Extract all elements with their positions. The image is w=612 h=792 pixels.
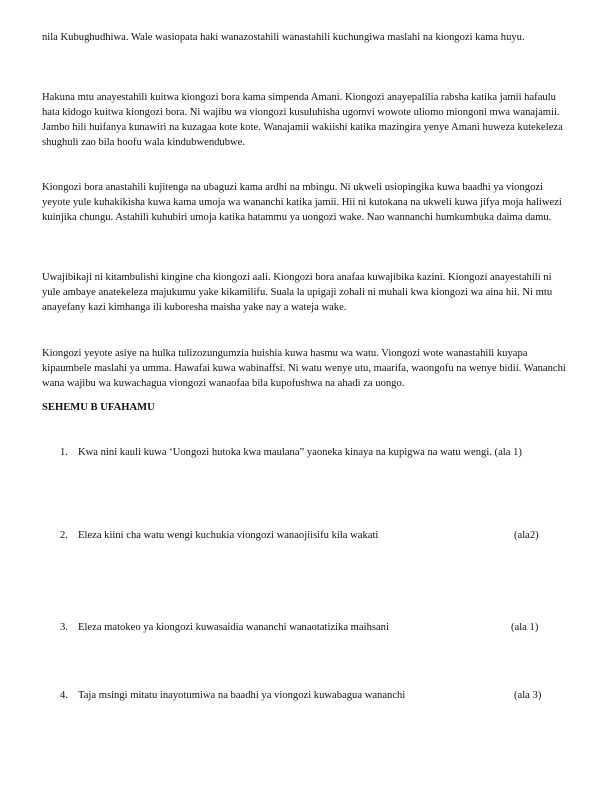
question-marks: (ala2) (514, 530, 539, 541)
question-text: Taja msingi mitatu inayotumiwa na baadhi ya viongozi kuwabagua wananchi (78, 690, 406, 701)
paragraph-1: nila Kubughudhiwa. Wale wasiopata haki wanazostahili wanastahili kuchungiwa maslahi na kiongozi kama huyu. (42, 32, 525, 43)
section-heading: SEHEMU B UFAHAMU (42, 402, 155, 413)
paragraph-3: Kiongozi bora anastahili kujitenga na ubaguzi kama ardhi na mbingu. Ni ukweli usiopingika kuwa baadhi ya viongozi yeyote yule kuhakikisha kuwa kama umoja wa wananchi katika jamii. Hii ni kutokana na ukweli kuwa jifya moja haliwezi kuinjika chungu. Astahili kuhubiri umoja katika hatammu ya uongozi wake. Nao wannanchi humkumbuka daima damu. (42, 182, 562, 223)
paragraph-2: Hakuna mtu anayestahili kuitwa kiongozi bora kama simpenda Amani. Kiongozi anayepalilia rabsha katika jamii hafaulu hata kidogo kuitwa kiongozi bora. Ni wajibu wa viongozi kusuluhisha ugomvi wowote uliomo miongoni mwa wanajamii. Jambo hili huifanya kunawiri na kuzagaa kote kote. Wanajamii wakiishi katika mazingira yenye Amani huweza kutekeleza shughuli zao bila hoofu wala kindubwendubwe. (42, 92, 563, 148)
question-number: 3. (60, 622, 68, 633)
question-number: 2. (60, 530, 68, 541)
question-text: Eleza kiini cha watu wengi kuchukia viongozi wanaojiisifu kila wakati (78, 530, 379, 541)
question-number: 1. (60, 447, 68, 458)
question-text: Eleza matokeo ya kiongozi kuwasaidia wananchi wanaotatizika maihsani (78, 622, 389, 633)
paragraph-4: Uwajibikaji ni kitambulishi kingine cha kiongozi aali. Kiongozi bora anafaa kuwajibika kazini. Kiongozi anayestahili ni yule ambaye anatekeleza majukumu yake kikamilifu. Suala la upigaji zohali ni muhali kwa kiongozi wa aina hii. Ni mtu anayefany kazi kimhanga ili kuboresha maisha yake nay a wateja wake. (42, 272, 553, 313)
paragraph-5: Kiongozi yeyote asiye na hulka tulizozungumzia huishia kuwa hasmu wa watu. Viongozi wote wanastahili kuyapa kipaumbele maslahi ya umma. Hawafai kuwa wabinaffsi. Ni watu wenye utu, maarifa, waongofu na wenye bidii. Wananchi wana wajibu wa kuwachagua viongozi wanaofaa bila kupofushwa na ahadi za uongo. (42, 348, 566, 389)
question-marks: (ala 1) (511, 622, 539, 633)
question-marks: (ala 3) (514, 690, 542, 701)
question-text: Kwa nini kauli kuwa ‘Uongozi hutoka kwa maulana” yaoneka kinaya na kupigwa na watu wengi. (ala 1) (78, 447, 522, 458)
question-number: 4. (60, 690, 68, 701)
